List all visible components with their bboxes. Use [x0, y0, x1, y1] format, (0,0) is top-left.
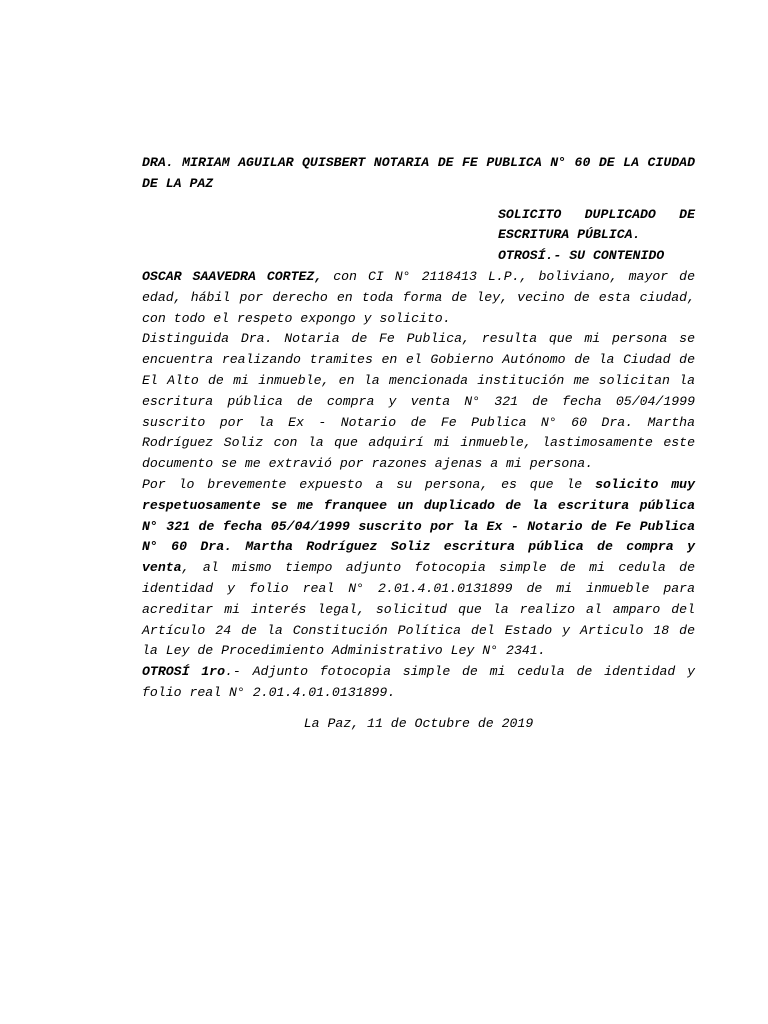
subject-line: SOLICITO DUPLICADO DE [498, 206, 695, 222]
subject-line: ESCRITURA PÚBLICA. [498, 227, 641, 243]
applicant-name: OSCAR SAAVEDRA CORTEZ, [142, 268, 323, 284]
otrosi-paragraph [142, 662, 695, 704]
addressee-heading: DRA. MIRIAM AGUILAR QUISBERT NOTARIA DE FE PUBLICA N° 60 DE LA CIUDAD DE LA PAZ [142, 155, 695, 191]
letter-body [142, 153, 695, 735]
intro-text: con CI N° 2118413 L.P., boliviano, mayor de edad, hábil por derecho en toda forma de ley, vecino de esta ciudad, con todo el respeto expongo y solicito. [142, 268, 695, 326]
body-paragraph: Distinguida Dra. Notaria de Fe Publica, resulta que mi persona se encuentra realizando tramites en el Gobierno Autónomo de la Ciudad de El Alto de mi inmueble, en la mencionada institución me solicitan la escritura pública de compra y venta N° 321 de fecha 05/04/1999 suscrito por la Ex - Notario de Fe Publica N° 60 Dra. Martha Rodríguez Soliz con la que adquirí mi inmueble, lastimosamente este documento se me extravió por razones ajenas a mi persona. [142, 331, 695, 472]
request-lead: Por lo brevemente expuesto a su persona, es que le [142, 476, 596, 492]
subject-line: OTROSÍ.- SU CONTENIDO [498, 248, 665, 264]
otrosi-label: OTROSÍ 1ro [142, 664, 225, 680]
date-line: La Paz, 11 de Octubre de 2019 [303, 715, 534, 731]
request-paragraph [142, 475, 695, 662]
otrosi-text: .- Adjunto fotocopia simple de mi cedula de identidad y folio real N° 2.01.4.01.0131899. [142, 664, 695, 700]
intro-paragraph [142, 267, 695, 329]
request-bold: solicito muy respetuosamente se me franquee un duplicado de la escritura pública N° 321 de fecha 05/04/1999 suscrito por la Ex - Notario de Fe Publica N° 60 Dra. Martha Rodríguez Soliz escritura pública de compra y venta [142, 476, 695, 576]
request-rest: , al mismo tiempo adjunto fotocopia simple de mi cedula de identidad y folio real N° 2.01.4.01.0131899 de mi inmueble para acreditar mi interés legal, solicitud que la realizo al amparo del Artículo 24 de la Constitución Política del Estado y Articulo 18 de la Ley de Procedimiento Administrativo Ley N° 2341. [142, 560, 695, 659]
subject-block [498, 205, 695, 267]
